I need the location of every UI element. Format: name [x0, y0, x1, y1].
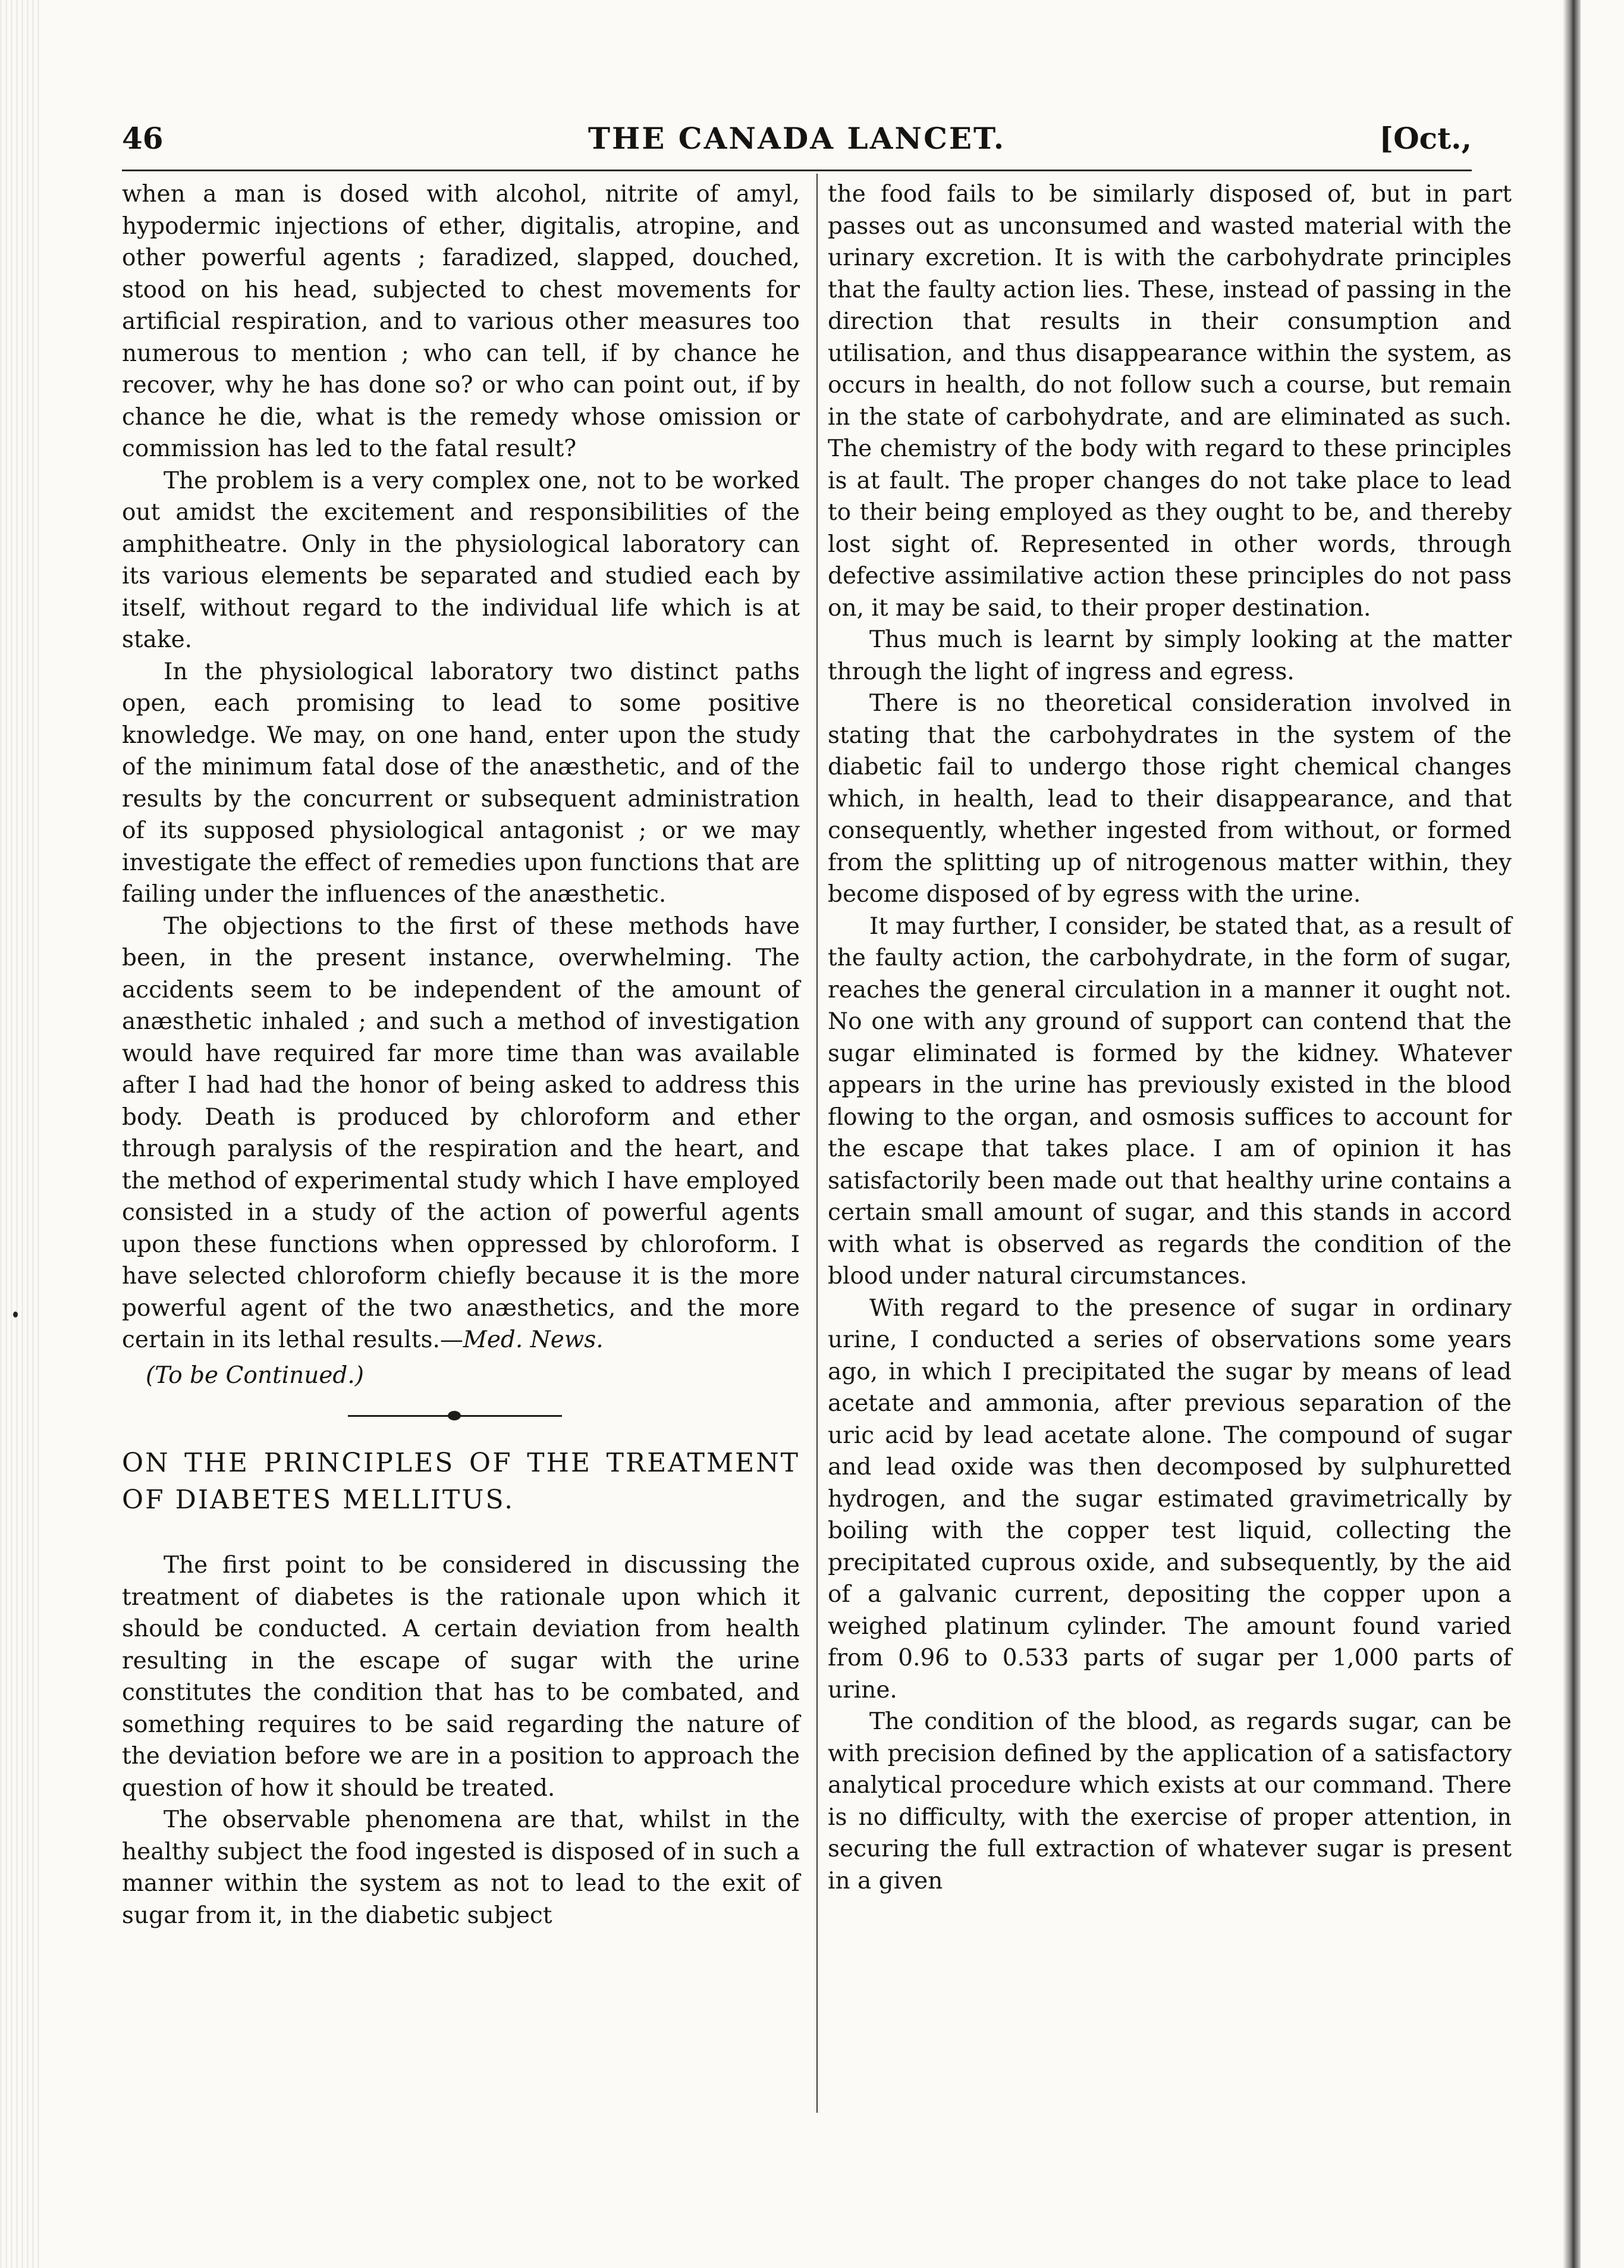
paragraph: The first point to be considered in discussing the treatment of diabetes is the rationale upon which it should be conducted. A certain deviation from health resulting in the escape of sugar with the urine constitutes the condition that has to be combated, and something requires to be said regarding the nature of the deviation before we are in a position to approach the question of how it should be treated. — [122, 1552, 800, 1802]
paragraph: Thus much is learnt by simply looking at the matter through the light of ingress and egress. — [828, 626, 1512, 685]
issue-month: [Oct., — [1379, 121, 1472, 156]
paragraph: The observable phenomena are that, whilst in the healthy subject the food ingested is disposed of in such a manner within the system as not to lead to the exit of sugar from it, in the diabetic subject — [122, 1806, 800, 1929]
paragraph-text: The objections to the first of these methods have been, in the present instance, overwhelming. The accidents seem to be independent of the amount of anæsthetic inhaled ; and such a method of investigation would have required far more time than was available after I had had the honor of being asked to address this body. Death is produced by chloroform and ether through paralysis of the respiration and the heart, and the method of experimental study which I have employed consisted in a study of the action of powerful agents upon these functions when oppressed by chloroform. I have selected chloroform chiefly because it is the more powerful agent of the two anæsthetics, and the more certain in its lethal results.— — [122, 912, 800, 1353]
paragraph: It may further, I consider, be stated that, as a result of the faulty action, the carbohydrate, in the form of sugar, reaches the general circulation in a manner it ought not. No one with any ground of support can contend that the sugar eliminated is formed by the kidney. Whatever appears in the urine has previously existed in the blood flowing to the organ, and osmosis suffices to account for the escape that takes place. I am of opinion it has satisfactorily been made out that healthy urine contains a certain small amount of sugar, and this stands in accord with what is observed as regards the condition of the blood under natural circumstances. — [828, 912, 1512, 1290]
separator-ornament — [448, 1411, 461, 1420]
paragraph: the food fails to be similarly disposed of, but in part passes out as unconsumed and wasted material with the urinary excretion. It is with the carbohydrate principles that the faulty action lies. These, instead of passing in the direction that results in their consumption and utilisation, and thus disappearance within the system, as occurs in health, do not follow such a course, but remain in the state of carbohydrate, and are eliminated as such. The chemistry of the body with regard to these principles is at fault. The proper changes do not take place to lead to their being employed as they ought to be, and thereby lost sight of. Represented in other words, through defective assimilative action these principles do not pass on, it may be said, to their proper destination. — [828, 181, 1512, 622]
header-rule — [122, 170, 1472, 171]
journal-title: THE CANADA LANCET. — [588, 121, 1006, 156]
paragraph: In the physiological laboratory two distinct paths open, each promising to lead to some positive knowledge. We may, on one hand, enter upon the study of the minimum fatal dose of the anæsthetic, and of the results by the concurrent or subsequent administration of its supposed physiological antagonist ; or we may investigate the effect of remedies upon functions that are failing under the influences of the anæsthetic. — [122, 658, 800, 908]
page-number: 46 — [122, 121, 164, 156]
section-separator — [122, 1391, 800, 1439]
column-divider — [816, 174, 818, 2113]
paragraph: With regard to the presence of sugar in ordinary urine, I conducted a series of observations some years ago, in which I precipitated the sugar by means of lead acetate and ammonia, after previous separation of the uric acid by lead acetate alone. The compound of sugar and lead oxide was then decomposed by sulphuretted hydrogen, and the sugar estimated gravimetrically by boiling with the copper test liquid, collecting the precipitated cuprous oxide, and subsequently, by the aid of a galvanic current, depositing the copper upon a weighed platinum cylinder. The amount found varied from 0.96 to 0.533 parts of sugar per 1,000 parts of urine. — [828, 1294, 1512, 1704]
paragraph-with-citation — [122, 911, 800, 1356]
citation: Med. News. — [463, 1326, 604, 1353]
paragraph: when a man is dosed with alcohol, nitrite of amyl, hypodermic injections of ether, digitalis, atropine, and other powerful agents ; faradized, slapped, douched, stood on his head, subjected to chest movements for artificial respiration, and to various other measures too numerous to mention ; who can tell, if by chance he recover, why he has done so? or who can point out, if by chance he die, what is the remedy whose omission or commission has led to the fatal result? — [122, 181, 800, 462]
paragraph: The condition of the blood, as regards sugar, can be with precision defined by the application of a satisfactory analytical procedure which exists at our command. There is no difficulty, with the exercise of proper attention, in securing the full extraction of whatever sugar is present in a given — [828, 1708, 1512, 1894]
left-column — [122, 178, 800, 1931]
right-column — [828, 178, 1512, 1897]
continued-note: (To be Continued.) — [146, 1362, 364, 1389]
article-title: ON THE PRINCIPLES OF THE TREATMENT OF DIABETES MELLITUS. — [122, 1448, 800, 1515]
scan-left-edge — [0, 0, 42, 2268]
scan-speck — [13, 1312, 18, 1317]
running-header — [122, 110, 1472, 164]
binding-shadow — [1563, 0, 1581, 2268]
paragraph: The problem is a very complex one, not to be worked out amidst the excitement and responsibilities of the amphitheatre. Only in the physiological laboratory can its various elements be separated and studied each by itself, without regard to the individual life which is at stake. — [122, 467, 800, 653]
paragraph: There is no theoretical consideration involved in stating that the carbohydrates in the system of the diabetic fail to undergo those right chemical changes which, in health, lead to their disappearance, and that consequently, whether ingested from without, or formed from the splitting up of nitrogenous matter within, they become disposed of by egress with the urine. — [828, 690, 1512, 908]
